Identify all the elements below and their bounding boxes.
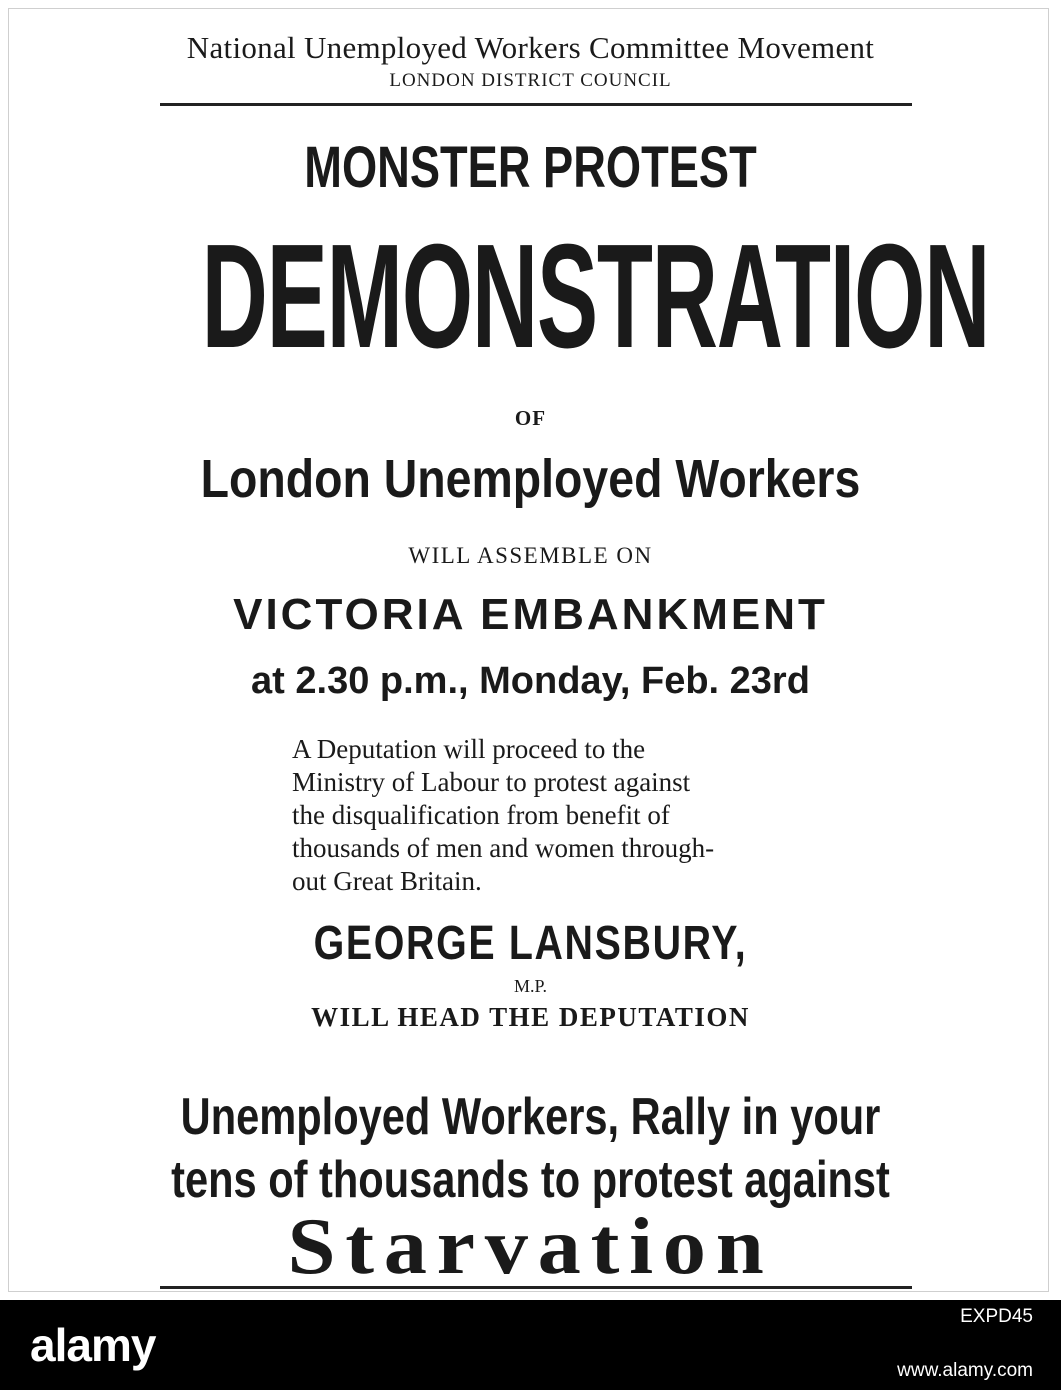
- headline-monster-protest: MONSTER PROTEST: [304, 135, 757, 200]
- starvation-word: Starvation: [287, 1203, 774, 1291]
- rally-line-2: tens of thousands to protest against: [171, 1151, 890, 1209]
- alamy-logo: alamy: [30, 1319, 156, 1371]
- deputation-line: thousands of men and women through-: [292, 833, 715, 863]
- deputation-line: the disqualification from benefit of: [292, 800, 670, 830]
- of-label: OF: [514, 406, 547, 430]
- council-name: LONDON DISTRICT COUNCIL: [389, 70, 672, 91]
- image-code: EXPD45: [960, 1306, 1033, 1327]
- footer-url: www.alamy.com: [897, 1360, 1033, 1381]
- watermark-bar: [0, 1300, 1061, 1390]
- deputation-paragraph: [292, 733, 792, 898]
- date-time-line: at 2.30 p.m., Monday, Feb. 23rd: [251, 660, 810, 702]
- organisation-name: National Unemployed Workers Committee Movement: [186, 30, 875, 65]
- deputation-line: out Great Britain.: [292, 866, 482, 896]
- assemble-label: WILL ASSEMBLE ON: [408, 543, 653, 568]
- subject-line: London Unemployed Workers: [200, 449, 861, 509]
- rally-line-1: Unemployed Workers, Rally in your: [180, 1088, 881, 1146]
- leader-name: GEORGE LANSBURY,: [313, 917, 748, 970]
- top-rule: [160, 103, 912, 106]
- deputation-line: Ministry of Labour to protest against: [292, 767, 691, 797]
- location-line: VICTORIA EMBANKMENT: [233, 590, 828, 639]
- leader-title: M.P.: [513, 976, 548, 996]
- headline-demonstration: DEMONSTRATION: [201, 214, 990, 379]
- leader-role: WILL HEAD THE DEPUTATION: [311, 1002, 750, 1032]
- deputation-line: A Deputation will proceed to the: [292, 734, 646, 764]
- bottom-rule: [160, 1286, 912, 1289]
